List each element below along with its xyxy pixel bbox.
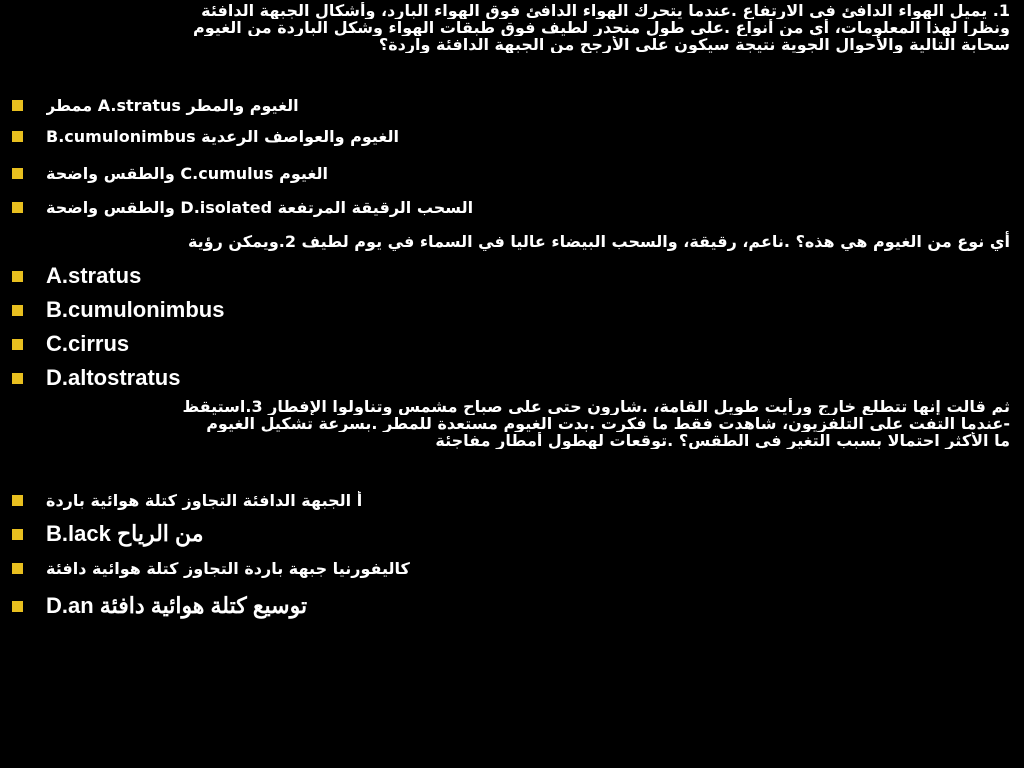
- question-3-line: ثم قالت إنها تتطلع خارج ورأيت طويل القامة، .شارون حتى على صباح مشمس وتناولوا الإفطار 3.استيقظ: [182, 398, 1010, 415]
- question-3-line: -عندما التفت على التلفزيون، شاهدت فقط ما فكرت .بدت الغيوم مستعدة للمطر .بسرعة تشكيل الغيوم: [206, 415, 1010, 432]
- question-1-line: سحابة التالية والأحوال الجوية نتيجة سيكون على الأرجح من الجبهة الدافئة واردة؟: [378, 36, 1010, 53]
- square-bullet-icon: [12, 305, 23, 316]
- question-3-line: ما الأكثر احتمالا بسبب التغير في الطقس؟ .توقعات لهطول أمطار مفاجئة: [435, 432, 1010, 449]
- option-label: الغيوم C.cumulus والطقس واضحة: [46, 163, 328, 183]
- question-1-line: ونظرا لهذا المعلومات، أي من أنواع .على طول منحدر لطيف فوق طبقات الهواء وشكل الباردة من الغيوم: [192, 19, 1010, 36]
- question-1-text: [10, 2, 1010, 53]
- option-label: D.an توسيع كتلة هوائية دافئة: [46, 593, 308, 618]
- question-3-text: [10, 398, 1010, 449]
- option-label: كاليفورنيا جبهة باردة التجاوز كتلة هوائية دافئة: [46, 558, 410, 578]
- question-3-option-d: [12, 592, 1002, 620]
- question-3-option-a: [12, 486, 1002, 514]
- question-2-text: أي نوع من الغيوم هي هذه؟ .ناعم، رقيقة، والسحب البيضاء عاليا في السماء في يوم لطيف 2.ويمكن رؤية: [187, 232, 1010, 251]
- square-bullet-icon: [12, 100, 23, 111]
- square-bullet-icon: [12, 168, 23, 179]
- question-2-option-b: [12, 296, 1002, 324]
- question-2-option-d: [12, 364, 1002, 392]
- square-bullet-icon: [12, 495, 23, 506]
- question-1-line: 1. يميل الهواء الدافئ في الارتفاع .عندما يتحرك الهواء الدافئ فوق الهواء البارد، وأشكال الجبهة الدافئة: [201, 2, 1010, 19]
- question-3-option-c: [12, 554, 1002, 582]
- square-bullet-icon: [12, 373, 23, 384]
- square-bullet-icon: [12, 271, 23, 282]
- square-bullet-icon: [12, 202, 23, 213]
- option-label: السحب الرقيقة المرتفعة D.isolated والطقس واضحة: [46, 197, 474, 217]
- square-bullet-icon: [12, 601, 23, 612]
- square-bullet-icon: [12, 131, 23, 142]
- question-2-option-c: [12, 330, 1002, 358]
- question-1-option-b: [12, 122, 1002, 150]
- question-1-option-a: [12, 91, 1002, 119]
- option-label: B.lack من الرياح: [46, 521, 204, 546]
- option-label: D.altostratus: [46, 365, 181, 390]
- option-label: B.cumulonimbus: [46, 297, 225, 322]
- option-label: A.stratus: [46, 263, 142, 288]
- question-1-option-c: [12, 159, 1002, 187]
- option-label: C.cirrus: [46, 331, 130, 356]
- square-bullet-icon: [12, 563, 23, 574]
- option-label: الغيوم والمطر A.stratus ممطر: [46, 95, 299, 115]
- square-bullet-icon: [12, 529, 23, 540]
- square-bullet-icon: [12, 339, 23, 350]
- question-1-option-d: [12, 193, 1002, 221]
- question-3-option-b: [12, 520, 1002, 548]
- question-2-option-a: [12, 262, 1002, 290]
- option-label: B.cumulonimbus الغيوم والعواصف الرعدية: [46, 126, 399, 146]
- option-label: أ الجبهة الدافئة التجاوز كتلة هوائية باردة: [46, 490, 363, 510]
